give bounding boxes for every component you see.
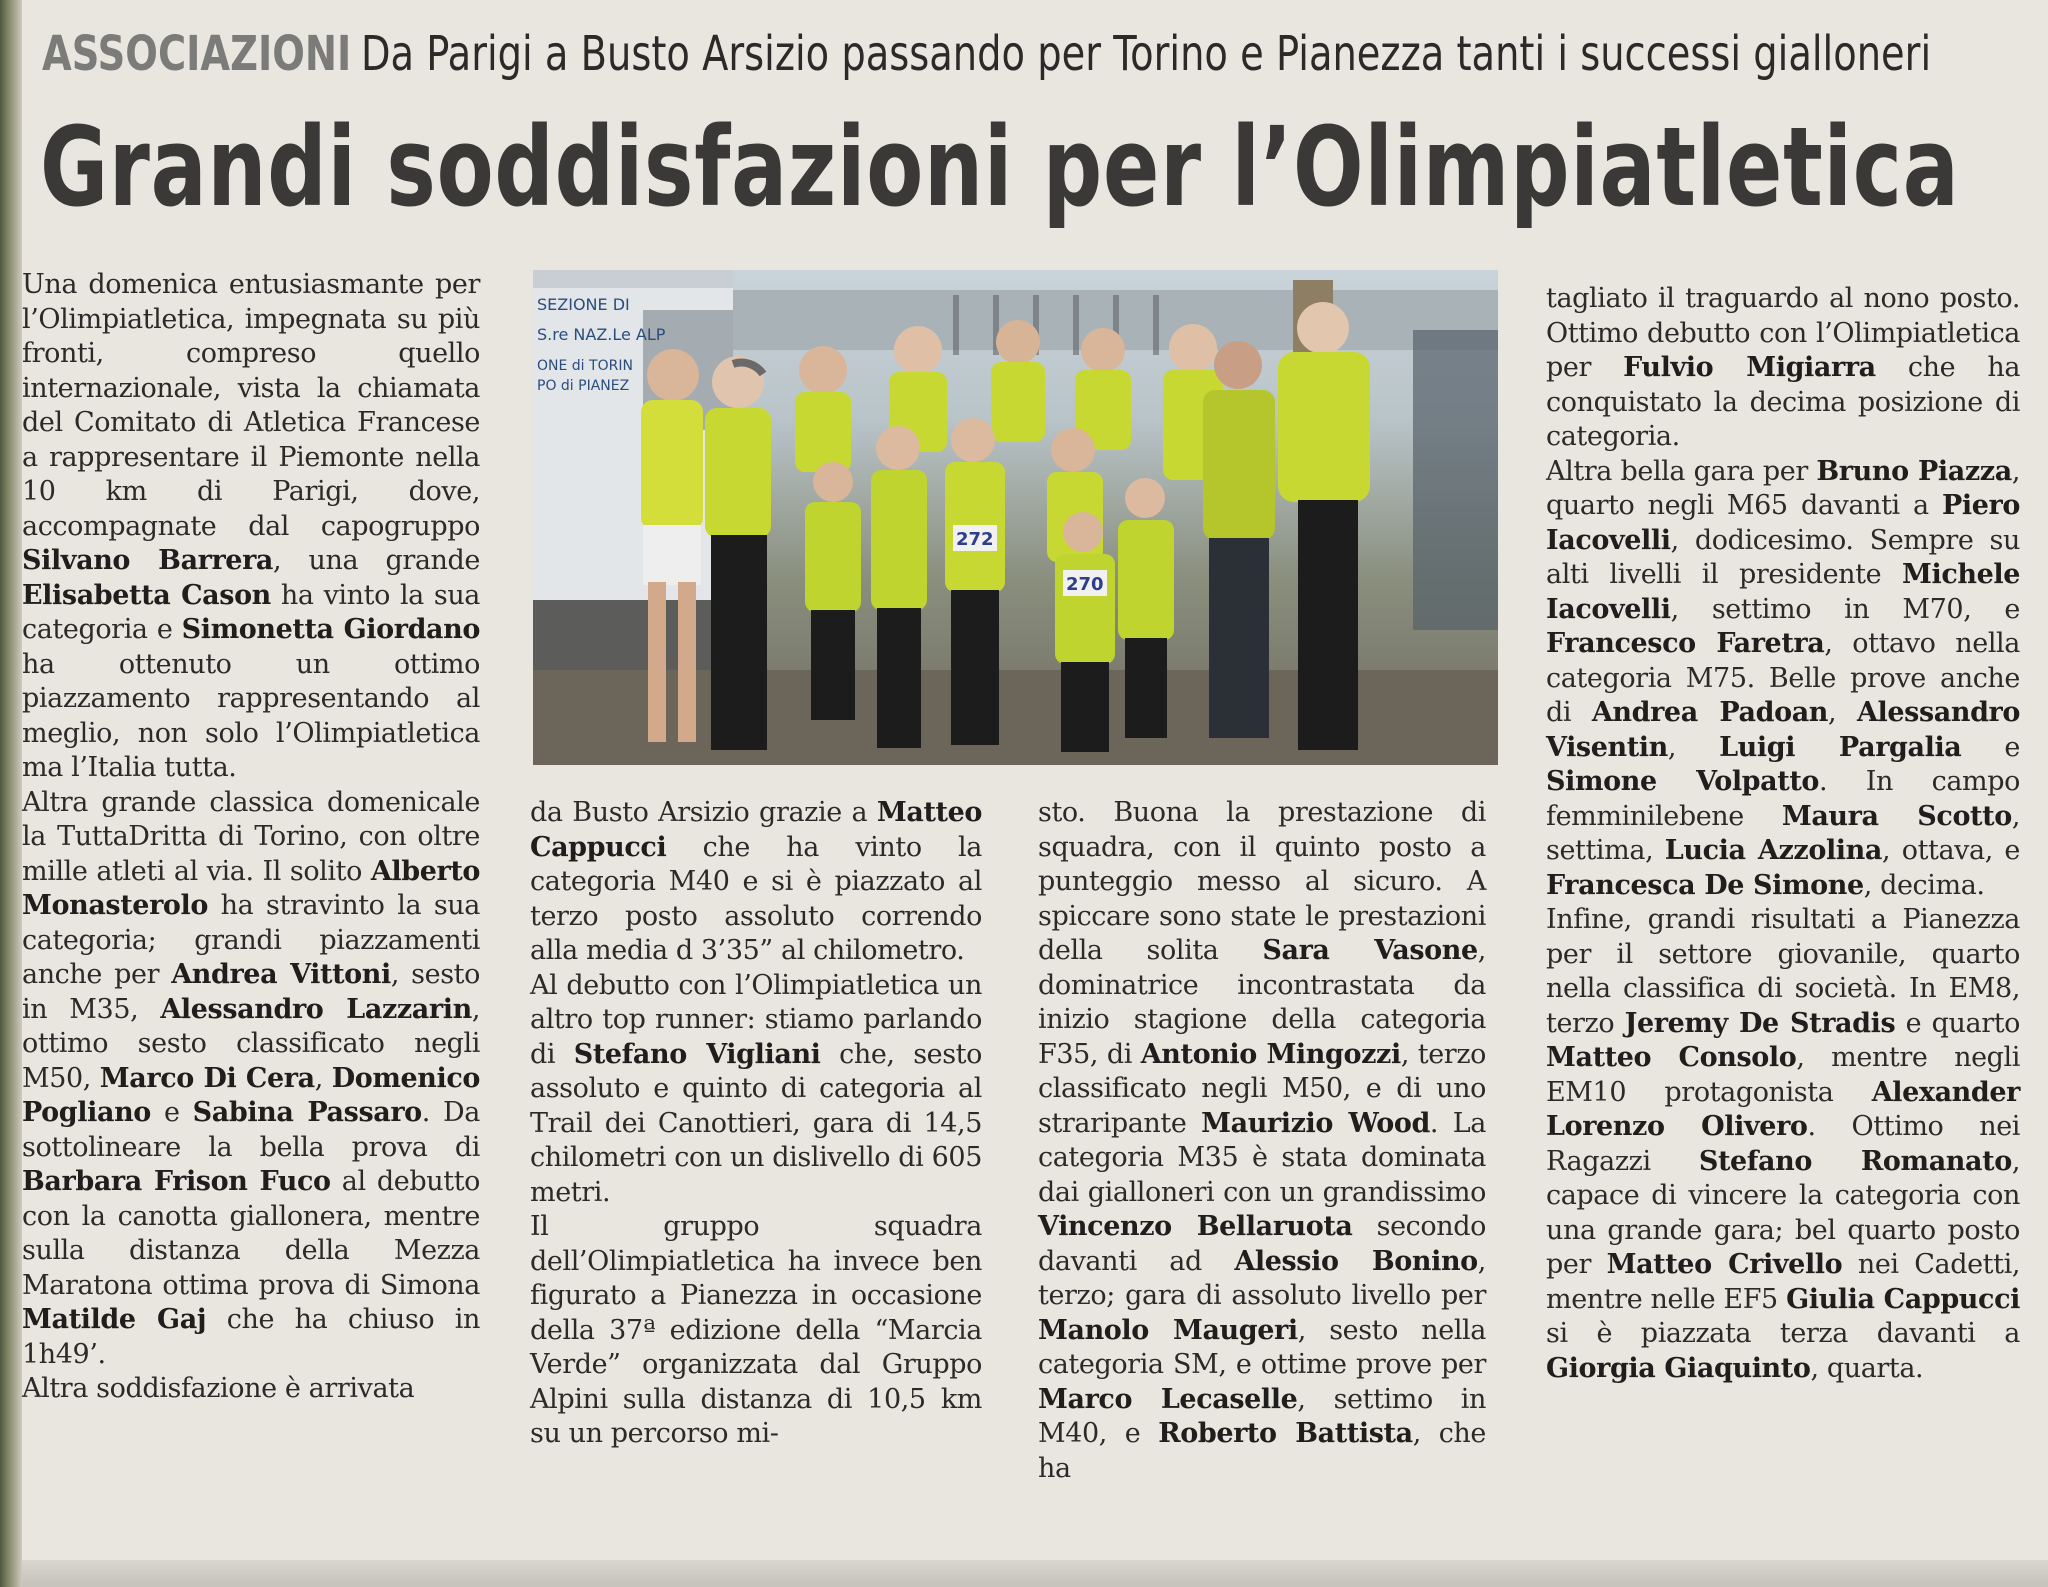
- van-banner-line-1: SEZIONE DI: [537, 295, 630, 314]
- article-column-3: [1038, 796, 1486, 1486]
- paragraph-squadra: sto. Buona la prestazione di squadra, con il quinto posto a punteggio messo al sicuro. A spiccare sono state le prestazioni della solita Sara Vasone, dominatrice incontrastata da inizio stagione della categoria F35, di Antonio Mingozzi, terzo classificato negli M50, e di uno straripante Maurizio Wood. La categoria M35 è stata dominata dai gialloneri con un grandissimo Vincenzo Bellaruota secondo davanti ad Alessio Bonino, terzo; gara di assoluto livello per Manolo Maugeri, sesto nella categoria SM, e ottime prove per Marco Lecaselle, settimo in M40, e Roberto Battista, che ha: [1038, 797, 1487, 1484]
- section-tag: ASSOCIAZIONI: [42, 26, 352, 82]
- van-banner-line-4: PO di PIANEZ: [537, 378, 630, 394]
- race-bib-270: 270: [1066, 574, 1104, 595]
- article-column-4: [1546, 282, 2020, 1386]
- headline: Grandi soddisfazioni per l’Olimpiatletica: [40, 103, 1960, 231]
- team-photo: [533, 270, 1498, 765]
- kicker-subtitle: Da Parigi a Busto Arsizio passando per Torino e Pianezza tanti i successi gialloneri: [360, 26, 1932, 82]
- van-banner-line-3: ONE di TORIN: [537, 358, 633, 374]
- van-banner-line-2: S.re NAZ.Le ALP: [537, 325, 666, 344]
- kicker-line: [42, 14, 1932, 94]
- paragraph-paris: Una domenica entusiasmante per l’Olimpiatletica, impegnata su più fronti, compreso quello internazionale, vista la chiamata del Comitato di Atletica Francese a rappresentare il Piemonte nella 10 km di Parigi, dove, accompagnate dal capogruppo Silvano Barrera, una grande Elisabetta Cason ha vinto la sua categoria e Simonetta Giordano ha ottenuto un ottimo piazzamento rappresentando al meglio, non solo l’Olimpiatletica ma l’Italia tutta.: [22, 269, 481, 783]
- paragraph-busto: da Busto Arsizio grazie a Matteo Cappucci che ha vinto la categoria M40 e si è piazzato al terzo posto assoluto correndo alla media d 3’35” al chilometro.: [530, 797, 982, 966]
- paragraph-pianezza: Il gruppo squadra dell’Olimpiatletica ha invece ben figurato a Pianezza in occasione della 37ª edizione della “Marcia Verde” organizzata dal Gruppo Alpini sulla distanza di 10,5 km su un percorso mi-: [530, 1211, 982, 1449]
- paragraph-giovanile: Infine, grandi risultati a Pianezza per il settore giovanile, quarto nella classifica di società. In EM8, terzo Jeremy De Stradis e quarto Matteo Consolo, mentre negli EM10 protagonista Alexander Lorenzo Olivero. Ottimo nei Ragazzi Stefano Romanato, capace di vincere la categoria con una grande gara; bel quarto posto per Matteo Crivello nei Cadetti, mentre nelle EF5 Giulia Cappucci si è piazzata terza davanti a Giorgia Giaquinto, quarta.: [1546, 904, 2021, 1384]
- page-bottom-edge: [22, 1560, 2048, 1587]
- article-column-2: [530, 796, 982, 1452]
- paragraph-trail: Al debutto con l’Olimpiatletica un altro top runner: stiamo parlando di Stefano Vigliani che, sesto assoluto e quinto di categoria al Trail dei Canottieri, gara di 14,5 chilometri con un dislivello di 605 metri.: [530, 969, 982, 1208]
- paragraph-busto-start: Altra soddisfazione è arrivata: [22, 1373, 415, 1404]
- paragraph-master: Altra bella gara per Bruno Piazza, quarto negli M65 davanti a Piero Iacovelli, dodicesimo. Sempre su alti livelli il presidente Michele Iacovelli, settimo in M70, e Francesco Faretra, ottavo nella categoria M75. Belle prove anche di Andrea Padoan, Alessandro Visentin, Luigi Pargalia e Simone Volpatto. In campo femminilebene Maura Scotto, settima, Lucia Azzolina, ottava, e Francesca De Simone, decima.: [1546, 455, 2020, 901]
- paragraph-debutto: tagliato il traguardo al nono posto. Ottimo debutto con l’Olimpiatletica per Fulvio Migiarra che ha conquistato la decima posizione di categoria.: [1546, 283, 2021, 452]
- race-bib-272: 272: [956, 529, 994, 550]
- paragraph-torino: Altra grande classica domenicale la TuttaDritta di Torino, con oltre mille atleti al via. Il solito Alberto Monasterolo ha stravinto la sua categoria; grandi piazzamenti anche per Andrea Vittoni, sesto in M35, Alessandro Lazzarin, ottimo sesto classificato negli M50, Marco Di Cera, Domenico Pogliano e Sabina Passaro. Da sottolineare la bella prova di Barbara Frison Fuco al debutto con la canotta giallonera, mentre sulla distanza della Mezza Maratona ottima prova di Simona Matilde Gaj che ha chiuso in 1h49’.: [22, 786, 481, 1370]
- page-fold-edge: [0, 0, 22, 1587]
- article-column-1: [22, 268, 480, 1407]
